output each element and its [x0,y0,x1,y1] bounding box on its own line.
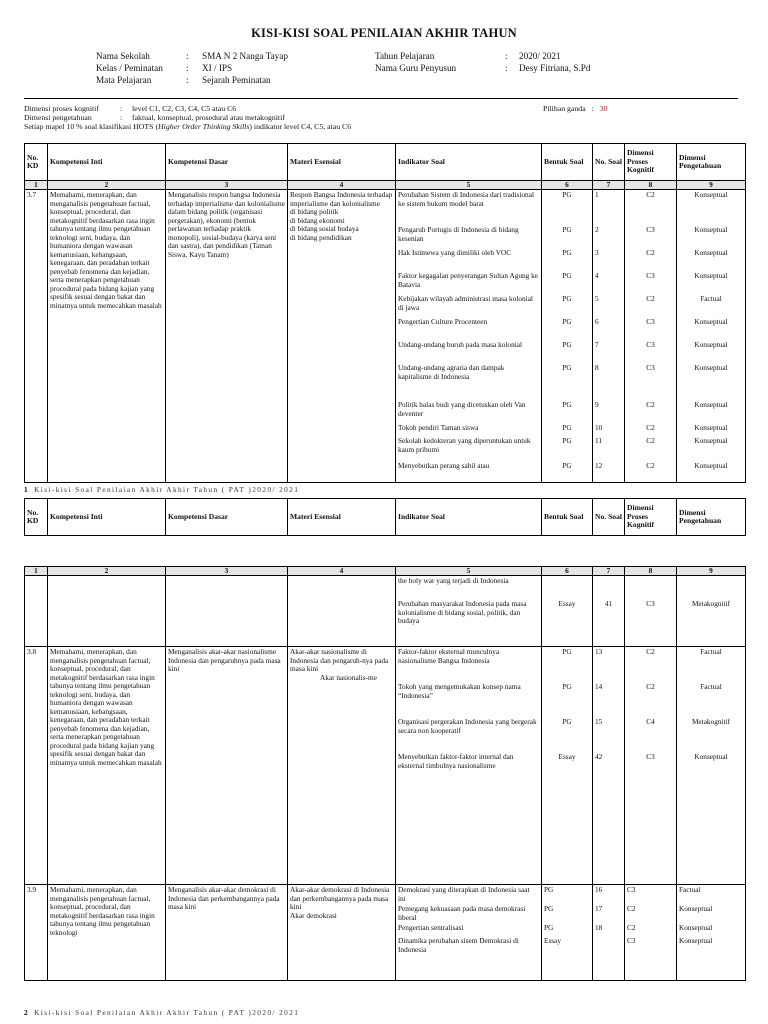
col-number: 9 [677,567,746,576]
no-value: 14 [595,682,603,691]
sep: : [591,104,594,113]
table-row-kd38 [25,647,746,885]
dpk-value: C3 [646,225,655,234]
dpk-value: C2 [627,904,636,913]
col-number: 6 [542,567,593,576]
table-row-continued [25,576,746,647]
no-value: 4 [595,271,599,280]
dp-value: Konseptual [694,400,728,409]
col-number: 4 [288,567,396,576]
materi-title: Akar-akar nasionalisme di Indonesia dan pengaruh-nya pada masa kini [290,647,389,673]
no-value: 7 [595,340,599,349]
sep: : [120,104,123,113]
indikator-text: Hak Istimewa yang dimiliki oleh VOC [398,248,512,257]
indikator-text: Politik balas budi yang dicetuskan oleh Van deventer [398,400,526,418]
table-row-kd37 [25,190,746,483]
no-soal [593,647,625,885]
bentuk-value: PG [562,248,572,257]
indikator-text: Pengertian Culture Procenteen [398,317,488,326]
bentuk-value: Essay [558,752,576,761]
footer-page-2 [24,1008,299,1017]
dpk-value: C4 [646,717,655,726]
no-value: 13 [595,647,603,656]
bentuk-soal [542,647,593,885]
header-divider [24,98,738,99]
col-number: 6 [542,181,593,190]
indikator-text: Undang-undang buruh pada masa kolonial [398,340,523,349]
dp-value: Konseptual [694,340,728,349]
dp-value: Metakognitif [691,717,731,726]
col-header: Materi Esensial [288,144,396,181]
bentuk-value: PG [562,423,572,432]
col-number: 1 [25,181,48,190]
indikator-text: Sekolah kedokteran yang diperuntukan untuk kaum pribumi [398,436,531,454]
indikator-item [398,937,539,963]
indikator-item [398,401,539,423]
dpk-value: C2 [646,461,655,470]
table-row-kd39 [25,885,746,981]
dpk-value: C2 [646,647,655,656]
kd-number: 3.8 [25,647,48,885]
value-school: SMA N 2 Nanga Tayap [202,51,288,61]
materi-item: di bidang sosial budaya [290,224,359,233]
col-header: Bentuk Soal [542,144,593,181]
dimensi-kognitif [625,647,677,885]
indikator-item [398,886,539,904]
dp-value: Konseptual [694,752,728,761]
bentuk-value: PG [562,461,572,470]
materi-esensial [288,647,396,885]
indikator-item [398,648,539,682]
sep: : [505,51,508,61]
meta-label: Dimensi proses kognitif [24,104,99,113]
indikator-item [398,249,539,271]
bentuk-value: PG [562,400,572,409]
col-header: Kompetensi Dasar [166,144,288,181]
dimensi-pengetahuan [677,647,746,885]
col-number: 1 [25,567,48,576]
pilihan-ganda [543,104,608,113]
meta-label: Dimensi pengetahuan [24,113,92,123]
indikator-item [398,577,539,599]
indikator-item [398,437,539,461]
sep: : [186,63,189,73]
no-value: 3 [595,248,599,257]
materi-list [290,912,393,921]
meta-block [24,104,351,132]
indikator-text: Organisasi pergerakan Indonesia yang bergerak secara non kooperatif [398,717,537,735]
col-header: No. Soal [593,499,625,536]
pilihan-label: Pilihan ganda [543,104,586,113]
no-value: 1 [595,190,599,199]
col-header: Kompetensi Inti [48,144,166,181]
kd-number [25,576,48,647]
bentuk-value: PG [562,717,572,726]
indikator-text: Pemegang kekuasaan pada masa demokrasi liberal [398,904,526,922]
dpk-value: C2 [646,436,655,445]
indikator-item [398,226,539,248]
meta-value: faktual, konseptual, prosedural atau metakognitif [132,113,285,123]
indikator-text: Faktor-faktor eksternal munculnya nasionalisme Bangsa Indonesia [398,647,500,665]
dp-value: Konseptual [694,225,728,234]
label-subject: Mata Pelajaran [96,75,152,85]
bentuk-value: PG [562,317,572,326]
label-teacher: Nama Guru Penyusun [375,63,457,73]
materi-item: Akar demokrasi [290,910,337,920]
materi-item: di bidang ekonomi [290,215,345,225]
kisi-table-page2 [24,566,746,981]
dimensi-kognitif [625,885,677,981]
col-header: Indikator Soal [396,144,542,181]
dp-value: Konseptual [694,271,728,280]
indikator-text: Pengertian sentralisasi [398,923,464,932]
header-left [96,50,288,86]
dpk-value: C3 [646,363,655,372]
indikator-text: Pengaruh Portugis di Indonesia di bidang kesenian [398,225,519,243]
sep: : [186,75,189,85]
bentuk-value: PG [562,294,572,303]
dpk-value: C3 [646,317,655,326]
meta-italic: Higher Order Thinking Skills [158,122,250,132]
indikator-item [398,364,539,400]
dpk-value: C2 [646,423,655,432]
kd-number: 3.7 [25,190,48,483]
col-number: 8 [625,181,677,190]
indikator-soal [396,647,542,885]
no-value: 18 [595,923,603,932]
bentuk-value: PG [544,885,554,894]
label-school: Nama Sekolah [96,51,150,61]
meta-value: level C1, C2, C3, C4, C5 atau C6 [132,104,237,113]
dp-value: Konseptual [694,317,728,326]
col-number: 5 [396,567,542,576]
pilihan-value: 30 [599,104,608,113]
dp-value: Factual [700,682,722,691]
indikator-text: Perubahan Sistem di Indonesia dari tradisional ke sistem hukum model barat [398,190,534,208]
bentuk-soal [542,576,593,647]
sep: : [505,63,508,73]
kompetensi-inti: Memahami, menerapkan, dan menganalisis pengetahuan factual, konseptual, procedural, dan metakognitif berdasarkan rasa ingin tahunya tentang ilmu pengetahuan teknologi [48,885,166,981]
dp-value: Factual [679,885,701,894]
indikator-text: Perubahan masyarakat Indonesia pada masa kolonialisme di bidang sosial, politik, dan budaya [398,599,527,625]
indikator-text: Dinamika perubahan sisem Demokrasi di Indonesia [398,936,519,954]
dimensi-pengetahuan [677,190,746,483]
dpk-value: C3 [646,340,655,349]
kompetensi-dasar: Menganalisis akar-akar nasionalisme Indonesia dan pengaruhnya pada masa kini [166,647,288,885]
col-header: Materi Esensial [288,499,396,536]
indikator-item [398,905,539,923]
no-value [595,937,622,963]
table-header-row [25,144,746,181]
indikator-text: Tokoh pendiri Taman siswa [398,423,479,432]
no-value: 16 [595,885,603,894]
dimensi-kognitif [625,576,677,647]
materi-item: Akar nasionalis-me [320,672,377,682]
bentuk-soal [542,190,593,483]
no-value: 2 [595,225,599,234]
kompetensi-inti [48,576,166,647]
col-number: 7 [593,181,625,190]
col-header: Dimensi Pengetahuan [677,144,746,181]
dpk-value: C2 [646,294,655,303]
indikator-item [398,295,539,317]
header-right [375,50,590,74]
no-soal [593,190,625,483]
dp-value: Konseptual [694,423,728,432]
materi-title: Respon Bangsa Indonesia terhadap imperialisme dan kolonialisme [290,190,393,208]
kisi-table-page1 [24,143,746,483]
indikator-text: Tokoh yang mengemukakan konsep nama “Indonesia” [398,682,521,700]
dp-value: Factual [700,647,722,656]
dp-value: Konseptual [694,363,728,372]
no-soal [593,885,625,981]
page-number: 1 [24,485,28,494]
meta-text: ) indikator level C4, C5, atau C6 [249,122,352,132]
value-year: 2020/ 2021 [519,51,561,61]
kompetensi-inti: Memahami, menerapkan, dan menganalisis pengetahuan factual, konseptual, procedural, dan metakognitif berdasarkan rasa ingin tahunya tentang ilmu pengetahuan teknologi seni, budaya, dan humaniora dengan wawasan kemanusiaan, kebangsaan, kenegaraan, dan peradaban terkait penyebab fenomena dan kejadian, serta menerapkan pengetahuan procedural pada bidang kajian yang spesifik sesuai dengan bakat dan minatnya untuk memecahkan masalah [48,190,166,483]
dpk-value: C3 [627,885,636,894]
footer-page-1 [24,485,299,494]
dp-value: Metakognitif [691,599,731,608]
col-number: 4 [288,181,396,190]
value-class: XI / IPS [202,63,233,73]
materi-esensial [288,885,396,981]
dp-value: Konseptual [679,923,713,932]
bentuk-value: Essay [544,936,562,945]
dimensi-kognitif [625,190,677,483]
table-header-row [25,499,746,536]
bentuk-value: PG [562,436,572,445]
dimensi-pengetahuan [677,885,746,981]
dpk-value: C2 [627,923,636,932]
no-value [595,577,622,599]
bentuk-value: PG [562,190,572,199]
col-number-row [25,567,746,576]
dpk-value: C2 [646,248,655,257]
kd-number: 3.9 [25,885,48,981]
indikator-item [398,718,539,752]
indikator-item [398,272,539,294]
indikator-item [398,600,539,644]
indikator-soal [396,576,542,647]
sep: : [186,51,189,61]
sep: : [120,113,123,123]
dpk-value: C3 [627,936,636,945]
indikator-soal [396,190,542,483]
col-number: 3 [166,181,288,190]
bentuk-value: Essay [558,599,576,608]
kompetensi-dasar: Menganalisis respon bangsa Indonesia terhadap imperialisme dan kolonialisme dalam bidang politik (organisasi pergerakan), ekonomi (bentuk perlawanan terhadap praktik monopoli), sosial-budaya (karya seni dan sastra), dan pendidikan (Taman Siswa, Kayu Tanam) [166,190,288,483]
dimensi-pengetahuan [677,576,746,647]
materi-item: di bidang politik [290,207,339,216]
page-title: KISI-KISI SOAL PENILAIAN AKHIR TAHUN [251,26,517,40]
dpk-value: C2 [646,682,655,691]
indikator-text: Menyebutkan faktor-faktor internal dan eksternal timbulnya nasionalisme [398,752,514,770]
indikator-text: the holy war yang terjadi di Indonesia [398,576,509,585]
meta-text: Setiap mapel 10 % soal klasifikasi HOTS ( [24,122,159,132]
indikator-item [398,318,539,340]
col-header: Kompetensi Inti [48,499,166,536]
no-value: 12 [595,461,603,470]
dp-value: Konseptual [694,248,728,257]
dp-value: Konseptual [679,936,713,945]
col-header: No. KD [25,144,48,181]
indikator-text: Demokrasi yang diterapkan di Indonesia saat ini [398,885,530,903]
label-class: Kelas / Peminatan [96,63,163,73]
col-header: No. KD [25,499,48,536]
col-header: Dimensi Proses Kognitif [625,144,677,181]
indikator-item [398,462,539,480]
indikator-text: Kebijakan wilayah administrasi masa kolonial di jawa [398,294,533,312]
materi-list [290,674,393,683]
indikator-item [398,683,539,717]
no-value: 8 [595,363,599,372]
col-number: 8 [625,567,677,576]
bentuk-soal [542,885,593,981]
page-number: 2 [24,1008,28,1017]
bentuk-value: PG [562,340,572,349]
indikator-text: Faktor kegagalan penyerangan Sultan Agung ke Batavia [398,271,539,289]
no-value: 17 [595,904,603,913]
dpk-value: C3 [646,271,655,280]
dp-value: Konseptual [694,190,728,199]
bentuk-value: PG [544,904,554,913]
kompetensi-dasar: Menganalisis akar-akar demokrasi di Indonesia dan perkembangannya pada masa kini [166,885,288,981]
bentuk-value: PG [562,647,572,656]
col-header: Dimensi Pengetahuan [677,499,746,536]
indikator-soal [396,885,542,981]
col-header: No. Soal [593,144,625,181]
bentuk-value: PG [562,271,572,280]
materi-esensial [288,190,396,483]
label-year: Tahun Pelajaran [375,51,435,61]
indikator-item [398,424,539,436]
dpk-value [627,577,674,599]
no-value: 6 [595,317,599,326]
indikator-item [398,191,539,225]
dp-value: Konseptual [679,904,713,913]
dp-value: Konseptual [694,436,728,445]
footer-text: Kisi-kisi Soal Penilaian Akhir Akhir Tahun ( PAT )2020/ 2021 [34,485,300,494]
col-number: 5 [396,181,542,190]
indikator-text: Undang-undang agraria dan dampak kapitalisme di Indonesia [398,363,505,381]
indikator-item [398,924,539,936]
bentuk-value: PG [544,923,554,932]
materi-item: di bidang pendidikan [290,232,352,242]
bentuk-value [544,577,590,599]
dp-value: Konseptual [694,461,728,470]
no-value: 15 [595,717,603,726]
col-number: 2 [48,567,166,576]
indikator-text: Menyebutkan perang sabil atau [398,461,490,470]
materi-title: Akar-akar demokrasi di Indonesia dan perkembangannya pada masa kini [290,885,390,911]
col-number: 2 [48,181,166,190]
col-header: Bentuk Soal [542,499,593,536]
dp-value: Factual [700,294,722,303]
no-value: 9 [595,400,599,409]
no-value: 5 [595,294,599,303]
bentuk-value: PG [562,225,572,234]
bentuk-value: PG [562,363,572,372]
col-header: Indikator Soal [396,499,542,536]
dpk-value: C3 [646,599,655,608]
col-header: Dimensi Proses Kognitif [625,499,677,536]
no-value: 41 [604,599,613,608]
indikator-item [398,341,539,363]
materi-esensial [288,576,396,647]
kompetensi-dasar [166,576,288,647]
value-teacher: Desy Fitriana, S.Pd [519,63,591,73]
dpk-value: C2 [646,190,655,199]
col-header: Kompetensi Dasar [166,499,288,536]
kisi-table-repeat-header [24,498,746,536]
no-value: 10 [595,423,603,432]
kompetensi-inti: Memahami, menerapkan, dan menganalisis pengetahuan factual, konseptual, procedural, dan metakognitif berdasarkan rasa ingin tahunya tentang ilmu pengetahuan teknologi seni, budaya, dan humaniora dengan wawasan kemanusiaan, kebangsaan, kenegaraan, dan peradaban terkait penyebab fenomena dan kejadian, serta menerapkan pengetahuan procedural pada bidang kajian yang spesifik sesuai dengan bakat dan minatnya untuk memecahkan masalah [48,647,166,885]
dpk-value: C3 [646,752,655,761]
no-value: 42 [595,752,603,761]
indikator-item [398,753,539,793]
col-number: 3 [166,567,288,576]
dp-value [679,577,743,599]
footer-text: Kisi-kisi Soal Penilaian Akhir Akhir Tahun ( PAT )2020/ 2021 [34,1008,300,1017]
col-number: 9 [677,181,746,190]
col-number-row [25,181,746,190]
no-value: 11 [595,436,603,445]
no-soal [593,576,625,647]
materi-list [290,208,393,242]
bentuk-value: PG [562,682,572,691]
col-number: 7 [593,567,625,576]
value-subject: Sejarah Peminatan [202,75,271,85]
dpk-value: C2 [646,400,655,409]
